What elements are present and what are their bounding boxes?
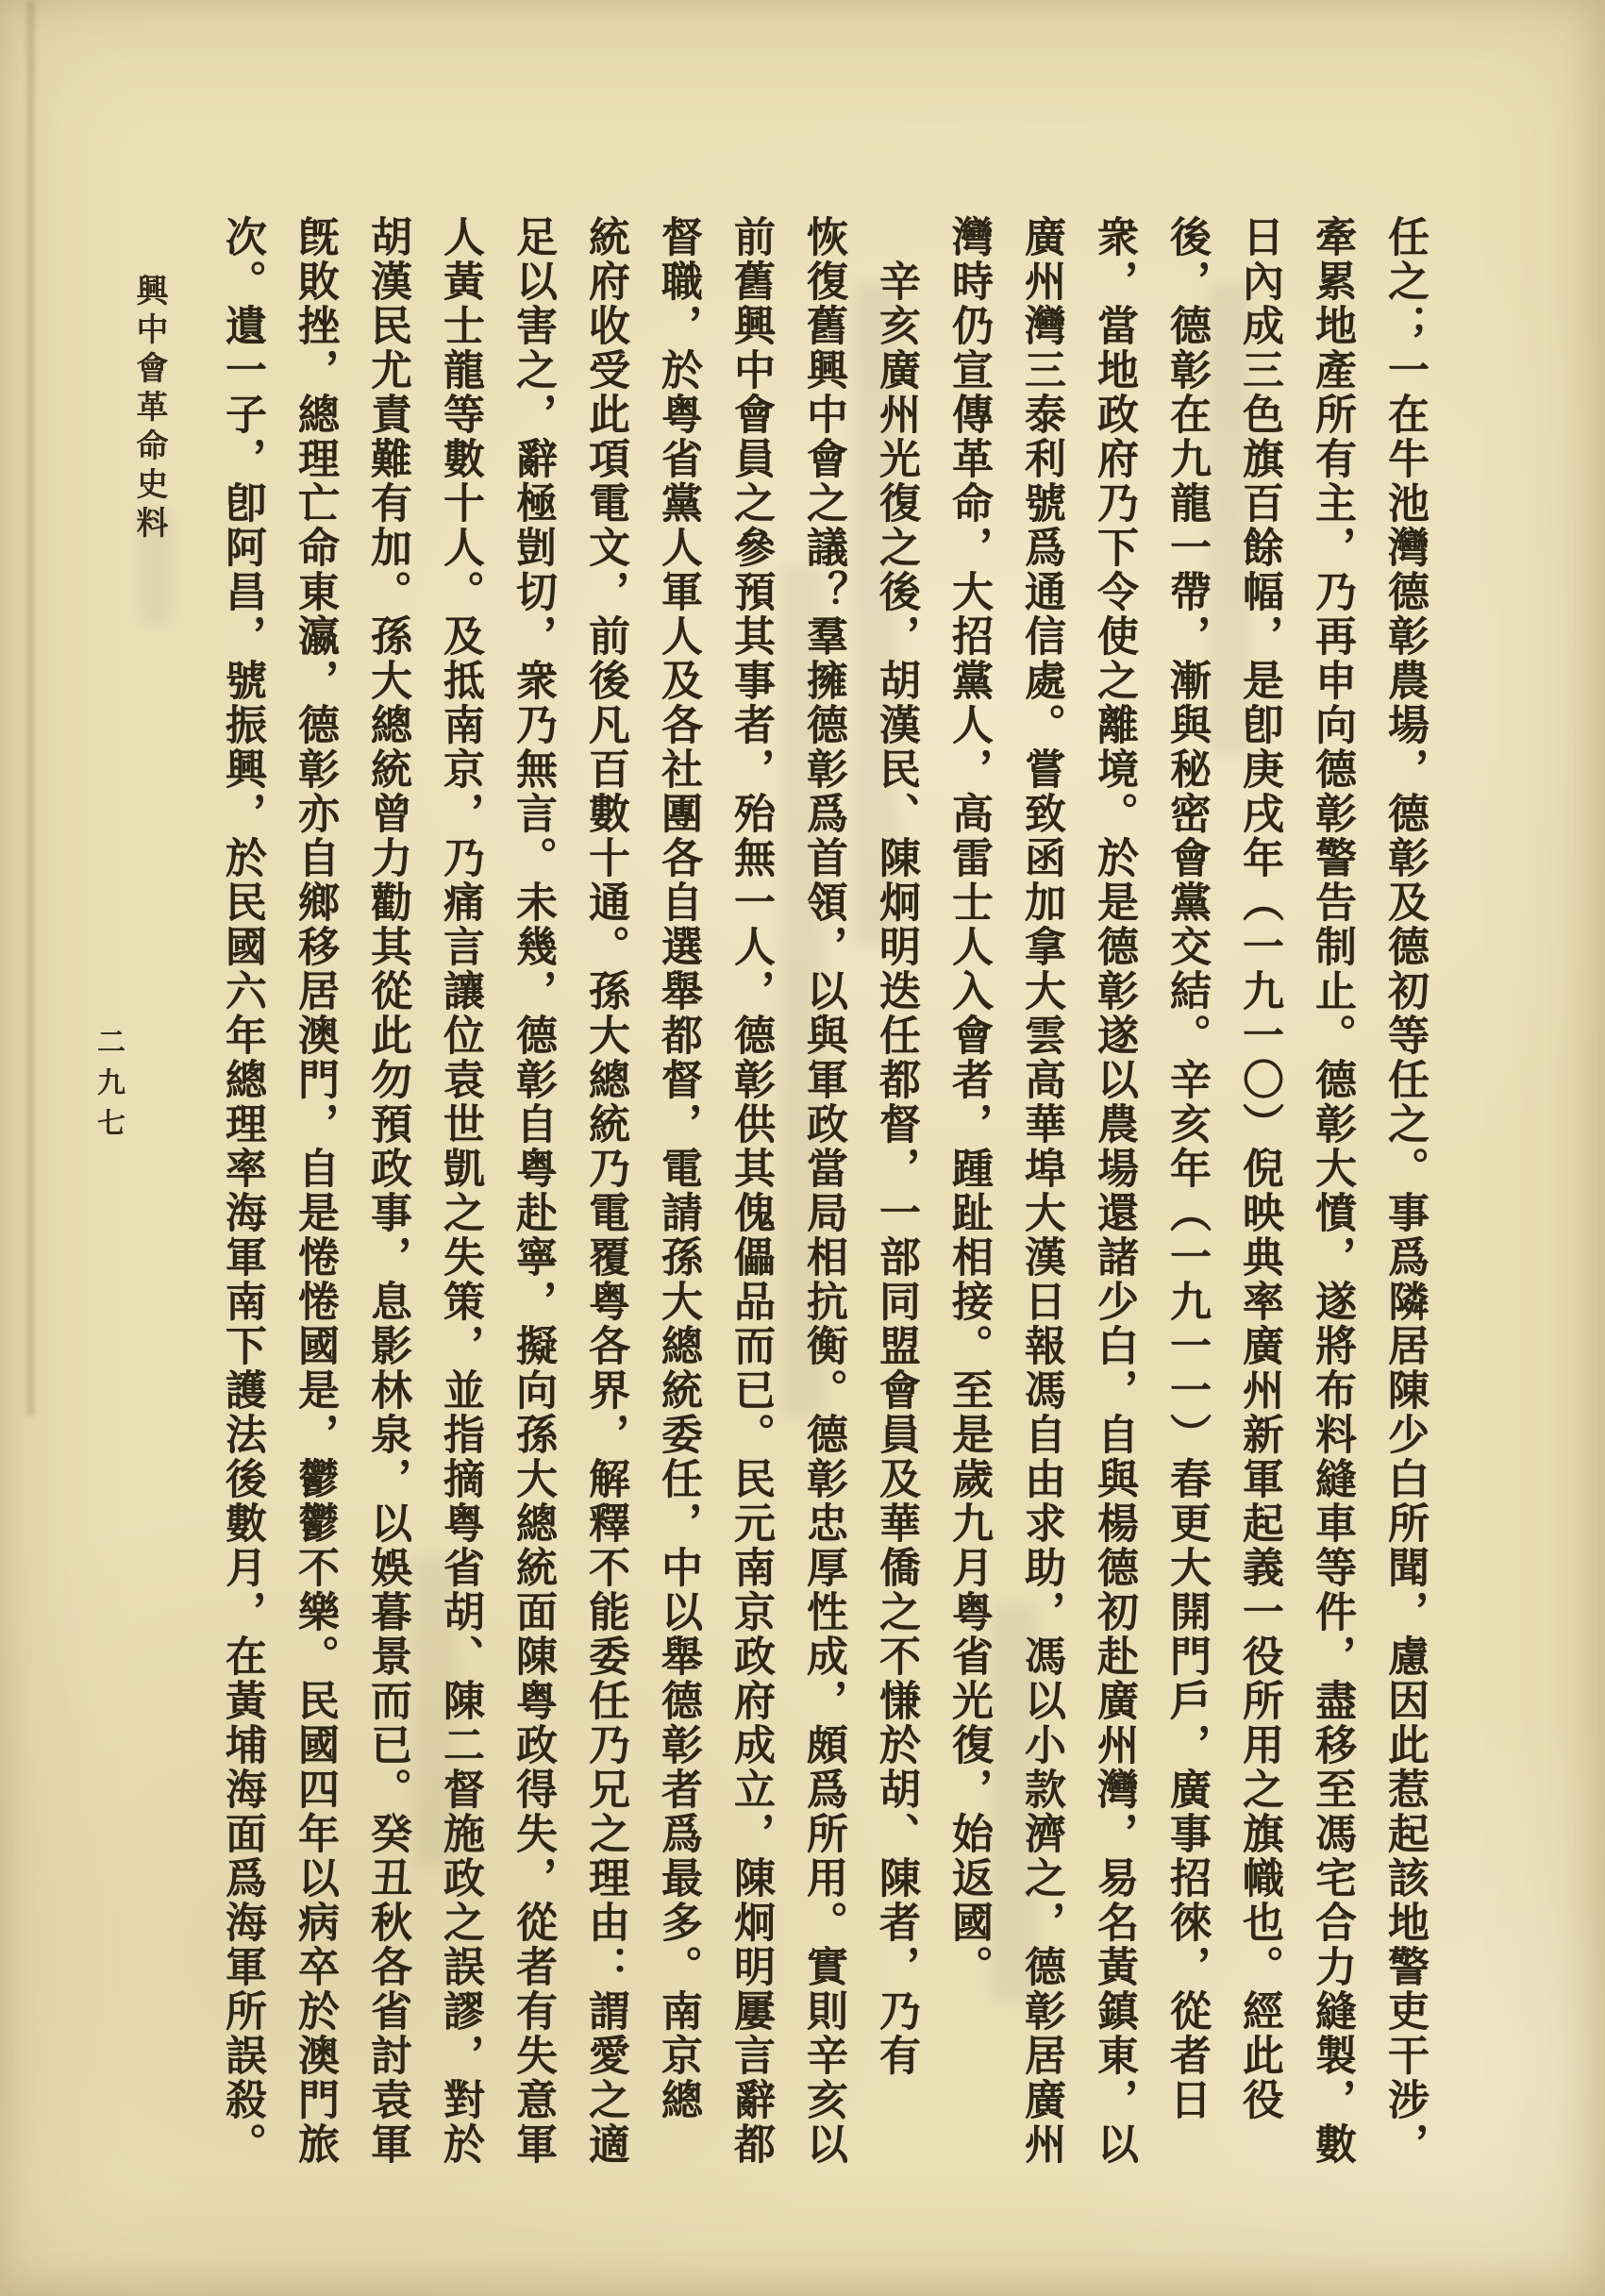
text-column: 衆，當地政府乃下令使之離境。於是德彰遂以農場還諸少白，自與楊德初赴廣州灣，易名黃鎮東，以 [1090,215,1138,2167]
main-text-vertical-columns [193,215,1441,2211]
page-edge-crease [25,0,38,1416]
text-column: 後，德彰在九龍一帶，漸與秘密會黨交結。辛亥年（一九一一）春更大開門戶，廣事招徠，從者日 [1162,215,1211,2122]
text-column: 足以害之，辭極剴切，衆乃無言。未幾，德彰自粤赴寧，擬向孫大總統面陳粤政得失，從者有失意軍 [509,215,557,2167]
text-column: 任之；一在牛池灣德彰農場，德彰及德初等任之。事爲隣居陳少白所聞，慮因此惹起該地警吏干涉， [1380,215,1429,2167]
text-column: 恢復舊興中會之議？羣擁德彰爲首領，以與軍政當局相抗衡。德彰忠厚性成，頗爲所用。實則辛亥以 [799,215,847,2167]
page-number: 二九七 [92,1027,125,1148]
text-column: 督職，於粤省黨人軍人及各社團各自選舉都督，電請孫大總統委任，中以舉德彰者爲最多。南京總 [654,215,702,2122]
text-column: 統府收受此項電文，前後凡百數十通。孫大總統乃電覆粤各界，解釋不能委任乃兄之理由：謂愛之適 [581,215,629,2167]
text-column: 日內成三色旗百餘幅，是卽庚戌年（一九一〇）倪映典率廣州新軍起義一役所用之旗幟也。經此役 [1235,215,1283,2122]
text-column: 牽累地產所有主，乃再申向德彰警告制止。德彰大憤，遂將布料縫車等件，盡移至馮宅合力縫製，數 [1308,215,1356,2167]
text-column: 灣時仍宣傳革命，大招黨人，高雷士人入會者，踵趾相接。至是歲九月粤省光復，始返國。 [945,215,993,1989]
text-column: 人黃士龍等數十人。及抵南京，乃痛言讓位袁世凱之失策，並指摘粤省胡、陳二督施政之誤謬，對於 [436,215,484,2167]
book-title-margin: 興中會革命史料 [130,274,168,545]
text-column: 次。遺一子，卽阿昌，號振興，於民國六年總理率海軍南下護法後數月，在黃埔海面爲海軍所誤殺。 [218,215,266,2167]
text-column-paragraph-start: 辛亥廣州光復之後，胡漢民、陳炯明迭任都督，一部同盟會員及華僑之不慊於胡、陳者，乃有 [872,260,920,2078]
text-column: 廣州灣三泰利號爲通信處。嘗致函加拿大雲高華埠大漢日報馮自由求助，馮以小款濟之，德彰居廣州 [1017,215,1065,2167]
text-column: 旣敗挫，總理亡命東瀛，德彰亦自鄉移居澳門，自是惓惓國是，鬱鬱不樂。民國四年以病卒於澳門旅 [291,215,339,2167]
text-column: 前舊興中會員之參預其事者，殆無一人，德彰供其傀儡品而已。民元南京政府成立，陳炯明屢言辭都 [727,215,775,2167]
text-column: 胡漢民尤責難有加。孫大總統曾力勸其從此勿預政事，息影林泉，以娛暮景而已。癸丑秋各省討袁軍 [363,215,411,2167]
